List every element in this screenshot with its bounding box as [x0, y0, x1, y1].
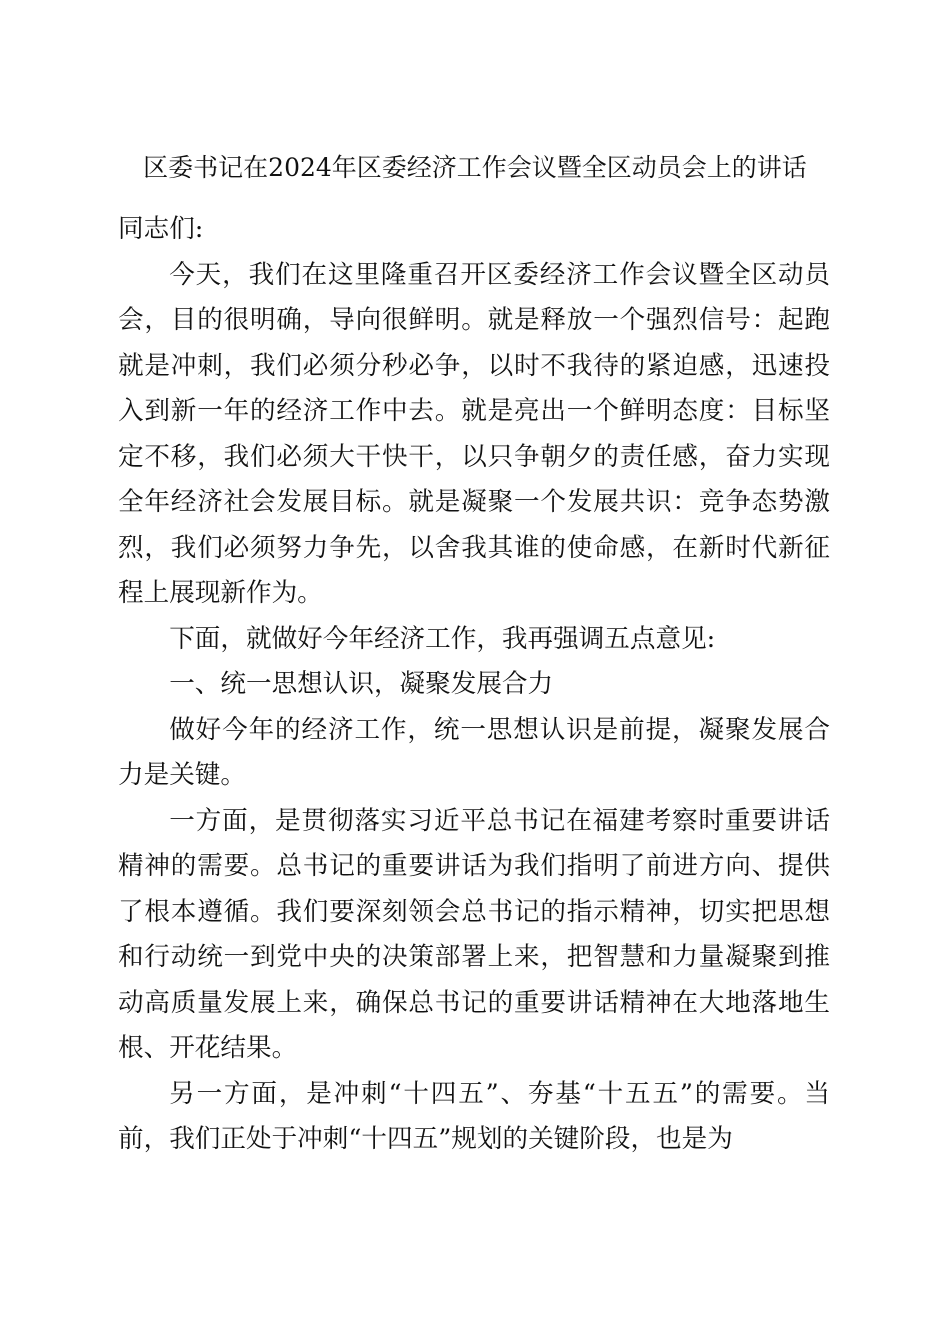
paragraph: 做好今年的经济工作，统一思想认识是前提，凝聚发展合力是关键。: [118, 714, 830, 790]
section-heading: 一、统一思想认识，凝聚发展合力: [169, 669, 554, 699]
paragraph: 今天，我们在这里隆重召开区委经济工作会议暨全区动员会，目的很明确，导向很鲜明。就是释放一个强烈信号：起跑就是冲刺，我们必须分秒必争，以时不我待的紧迫感，迅速投入到新一年的经济工作中去。就是亮出一个鲜明态度：目标坚定不移，我们必须大干快干，以只争朝夕的责任感，奋力实现全年经济社会发展目标。就是凝聚一个发展共识：竞争态势激烈，我们必须努力争先，以舍我其谁的使命感，在新时代新征程上展现新作为。: [118, 259, 830, 608]
document-body: [118, 207, 830, 1163]
paragraph: 下面，就做好今年经济工作，我再强调五点意见:: [169, 623, 716, 654]
paragraph: 一方面，是贯彻落实习近平总书记在福建考察时重要讲话精神的需要。总书记的重要讲话为我们指明了前进方向、提供了根本遵循。我们要深刻领会总书记的指示精神，切实把思想和行动统一到党中央的决策部署上来，把智慧和力量凝聚到推动高质量发展上来，确保总书记的重要讲话精神在大地落地生根、开花结果。: [118, 805, 830, 1063]
document-title: 区委书记在2024年区委经济工作会议暨全区动员会上的讲话: [143, 153, 807, 182]
salutation: 同志们:: [118, 214, 204, 244]
paragraph: 另一方面，是冲刺“十四五”、夯基“十五五”的需要。当前，我们正处于冲刺“十四五”规划的关键阶段，也是为: [118, 1078, 830, 1154]
